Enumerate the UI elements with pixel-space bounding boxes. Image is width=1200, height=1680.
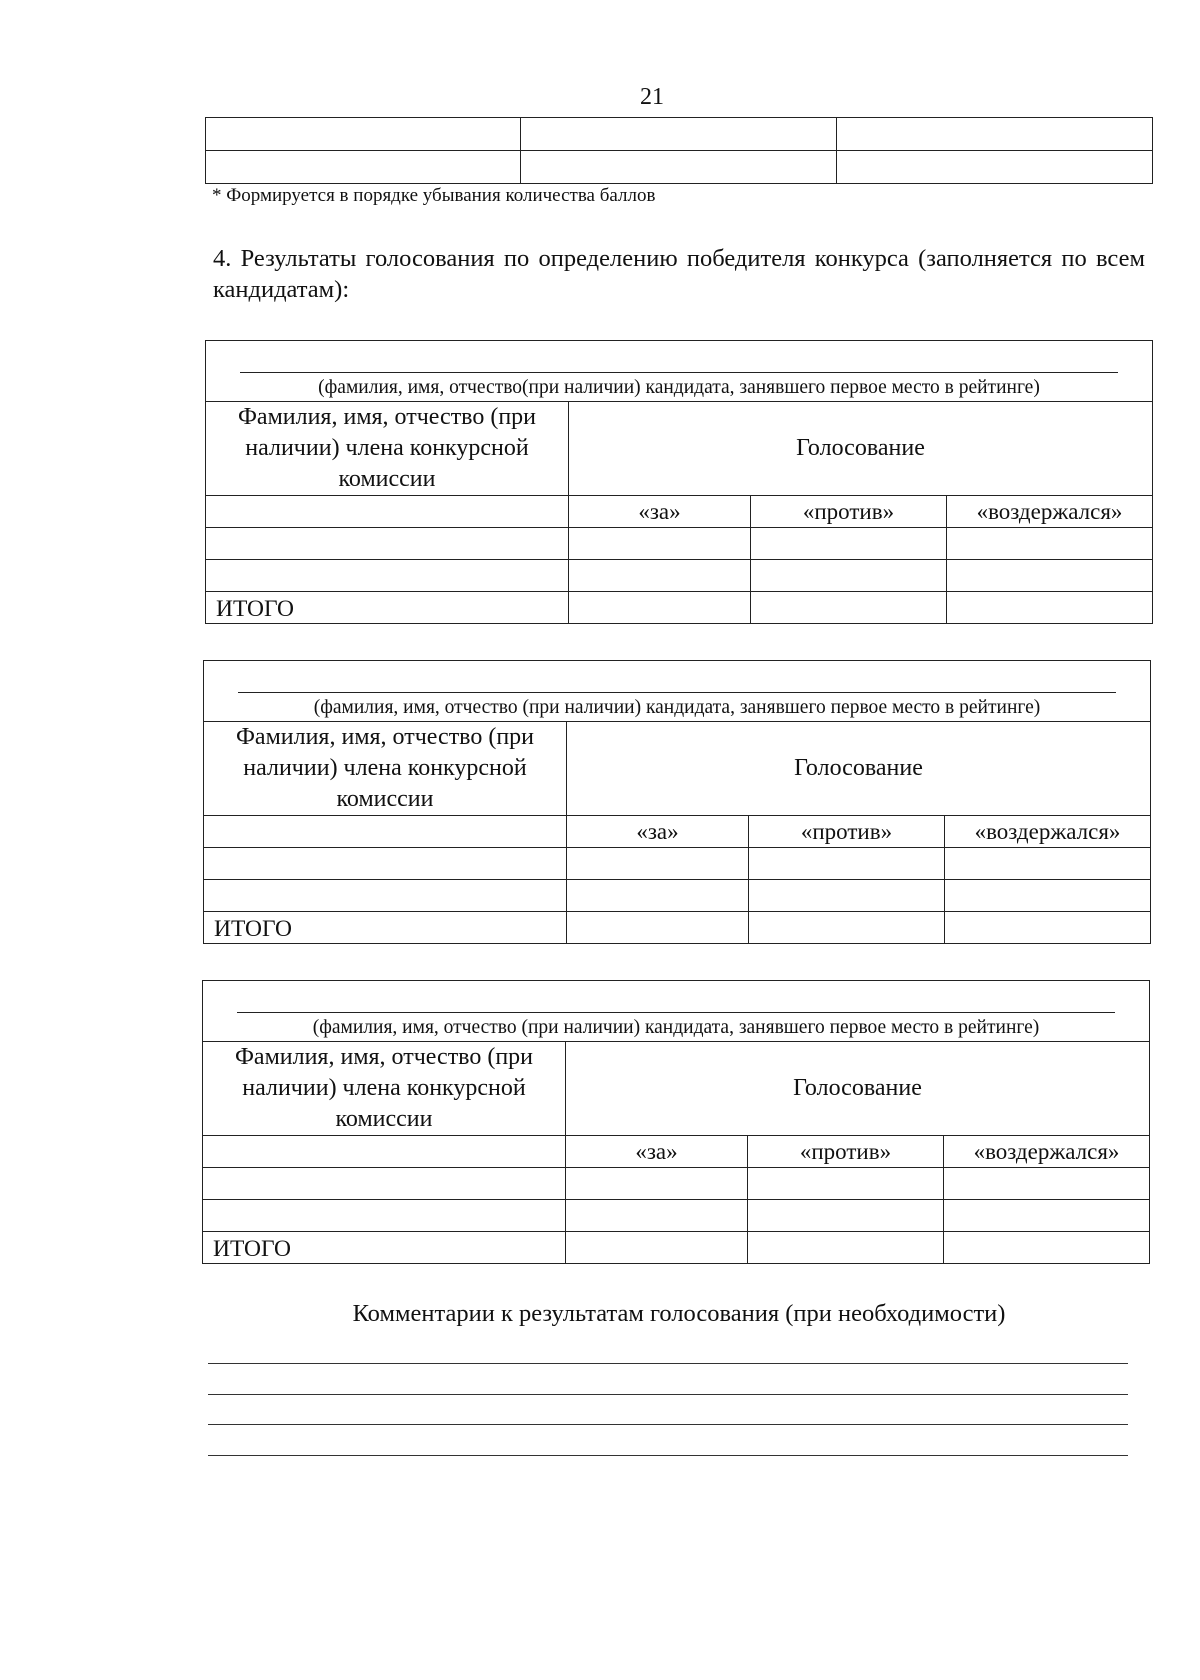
table-row (206, 151, 1153, 184)
total-label: ИТОГО (203, 1232, 566, 1264)
member-name-header: Фамилия, имя, отчество (при наличии) члена конкурсной комиссии (204, 722, 567, 816)
total-cell[interactable] (945, 912, 1151, 944)
blank-cell (203, 1136, 566, 1168)
total-label: ИТОГО (206, 592, 569, 624)
voting-table (205, 340, 1153, 624)
vote-cell[interactable] (947, 528, 1153, 560)
voting-table (202, 980, 1150, 1264)
comment-line[interactable] (208, 1394, 1128, 1395)
table-cell (206, 151, 521, 184)
candidate-caption: (фамилия, имя, отчество (при наличии) кандидата, занявшего первое место в рейтинге) (312, 1017, 1040, 1038)
member-name-header: Фамилия, имя, отчество (при наличии) члена конкурсной комиссии (206, 402, 569, 496)
total-cell[interactable] (749, 912, 945, 944)
footnote: * Формируется в порядке убывания количества баллов (212, 185, 656, 206)
member-cell[interactable] (203, 1200, 566, 1232)
member-cell[interactable] (204, 848, 567, 880)
vote-cell[interactable] (945, 848, 1151, 880)
option-abstained-header: «воздержался» (947, 496, 1153, 528)
vote-cell[interactable] (944, 1168, 1150, 1200)
total-cell[interactable] (944, 1232, 1150, 1264)
table-row (206, 118, 1153, 151)
candidate-name-line[interactable] (238, 692, 1116, 693)
option-against-header: «против» (751, 496, 947, 528)
comment-line[interactable] (208, 1363, 1128, 1364)
candidate-name-cell (206, 341, 1153, 402)
vote-cell[interactable] (947, 560, 1153, 592)
candidate-name-line[interactable] (237, 1012, 1115, 1013)
member-name-header: Фамилия, имя, отчество (при наличии) члена конкурсной комиссии (203, 1042, 566, 1136)
vote-cell[interactable] (944, 1200, 1150, 1232)
table-cell (206, 118, 521, 151)
table-row (204, 848, 1151, 880)
vote-cell[interactable] (567, 880, 749, 912)
table-row (203, 1168, 1150, 1200)
comment-line[interactable] (208, 1455, 1128, 1456)
option-against-header: «против» (749, 816, 945, 848)
voting-header: Голосование (566, 1042, 1150, 1136)
total-cell[interactable] (748, 1232, 944, 1264)
table-row (206, 560, 1153, 592)
vote-cell[interactable] (945, 880, 1151, 912)
page-number: 21 (640, 84, 664, 110)
option-for-header: «за» (567, 816, 749, 848)
table-cell (521, 151, 836, 184)
vote-cell[interactable] (748, 1168, 944, 1200)
candidate-name-cell (203, 981, 1150, 1042)
member-cell[interactable] (203, 1168, 566, 1200)
candidate-caption: (фамилия, имя, отчество(при наличии) кандидата, занявшего первое место в рейтинге) (318, 377, 1040, 398)
blank-cell (206, 496, 569, 528)
member-cell[interactable] (206, 528, 569, 560)
total-row (203, 1232, 1150, 1264)
vote-cell[interactable] (751, 528, 947, 560)
option-for-header: «за» (569, 496, 751, 528)
vote-cell[interactable] (566, 1200, 748, 1232)
option-for-header: «за» (566, 1136, 748, 1168)
table-row (206, 528, 1153, 560)
total-cell[interactable] (947, 592, 1153, 624)
option-abstained-header: «воздержался» (945, 816, 1151, 848)
vote-cell[interactable] (749, 880, 945, 912)
member-cell[interactable] (206, 560, 569, 592)
total-row (204, 912, 1151, 944)
voting-block-1 (205, 340, 1153, 624)
vote-cell[interactable] (749, 848, 945, 880)
table-cell (521, 118, 836, 151)
total-cell[interactable] (566, 1232, 748, 1264)
vote-cell[interactable] (567, 848, 749, 880)
voting-table (203, 660, 1151, 944)
vote-cell[interactable] (566, 1168, 748, 1200)
table-row (203, 1200, 1150, 1232)
total-row (206, 592, 1153, 624)
candidate-name-line[interactable] (240, 372, 1118, 373)
blank-cell (204, 816, 567, 848)
ranking-table-continuation (205, 117, 1153, 184)
table-cell (836, 118, 1152, 151)
voting-header: Голосование (569, 402, 1153, 496)
table-cell (836, 151, 1152, 184)
option-abstained-header: «воздержался» (944, 1136, 1150, 1168)
section-heading: 4. Результаты голосования по определению победителя конкурса (заполняется по всем кандидатам): (213, 245, 1145, 303)
candidate-name-cell (204, 661, 1151, 722)
vote-cell[interactable] (569, 560, 751, 592)
voting-header: Голосование (567, 722, 1151, 816)
table-row (204, 880, 1151, 912)
comment-line[interactable] (208, 1424, 1128, 1425)
total-cell[interactable] (751, 592, 947, 624)
vote-cell[interactable] (751, 560, 947, 592)
voting-block-3 (202, 980, 1150, 1264)
comments-title: Комментарии к результатам голосования (при необходимости) (352, 1300, 1006, 1327)
candidate-caption: (фамилия, имя, отчество (при наличии) кандидата, занявшего первое место в рейтинге) (313, 697, 1041, 718)
vote-cell[interactable] (569, 528, 751, 560)
voting-block-2 (203, 660, 1151, 944)
total-label: ИТОГО (204, 912, 567, 944)
total-cell[interactable] (567, 912, 749, 944)
total-cell[interactable] (569, 592, 751, 624)
vote-cell[interactable] (748, 1200, 944, 1232)
member-cell[interactable] (204, 880, 567, 912)
option-against-header: «против» (748, 1136, 944, 1168)
